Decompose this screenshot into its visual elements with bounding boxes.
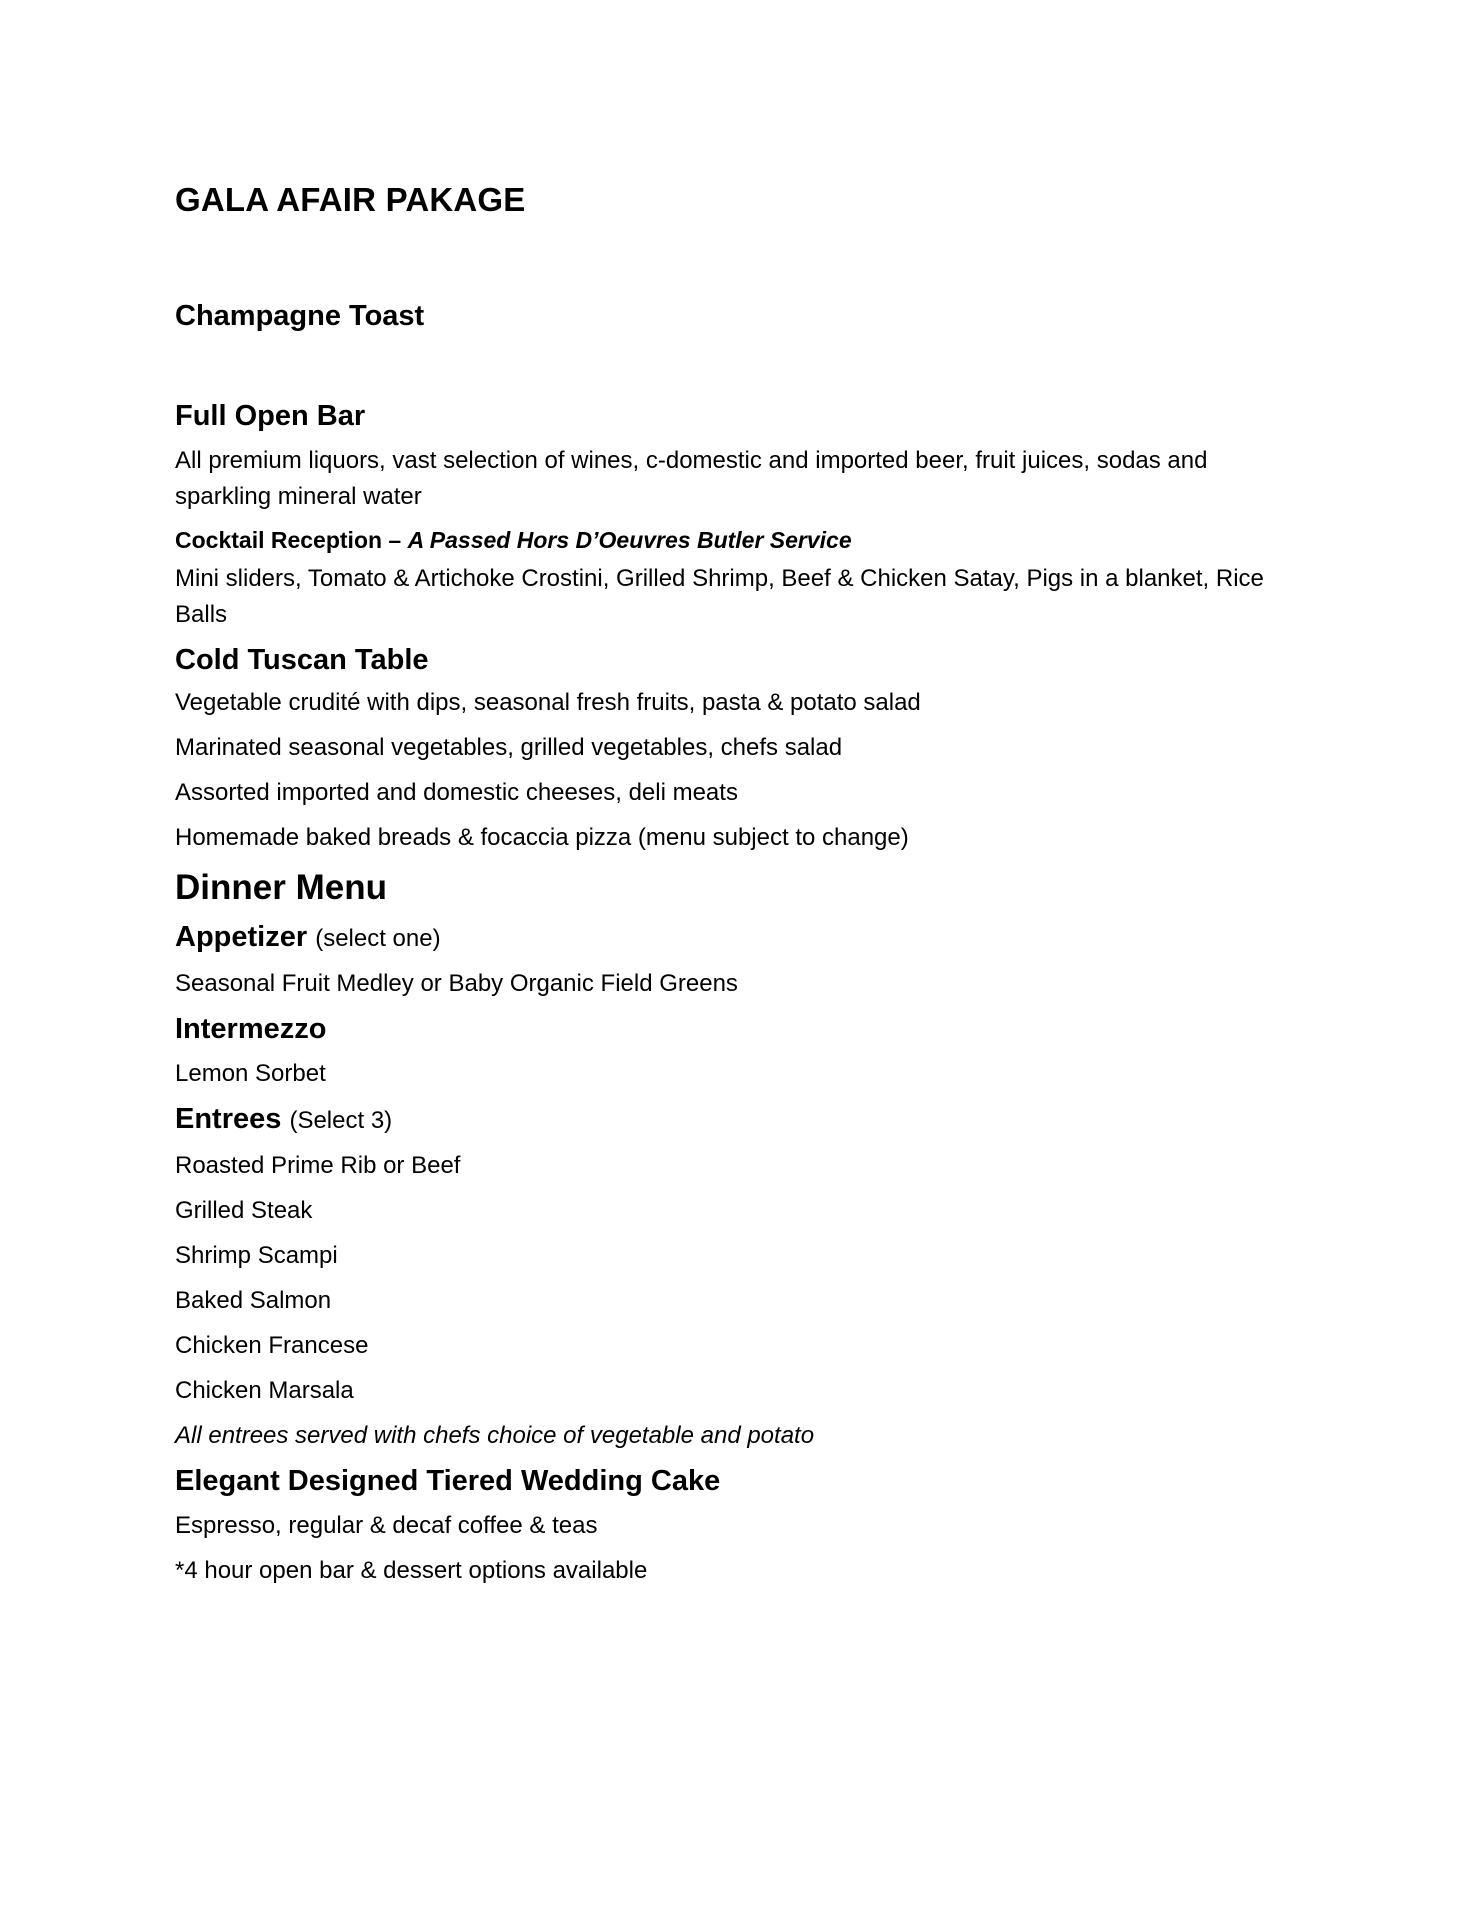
- entree-item: Grilled Steak: [175, 1197, 313, 1224]
- entree-item: Chicken Francese: [175, 1332, 369, 1359]
- tuscan-line: Vegetable crudité with dips, seasonal fresh fruits, pasta & potato salad: [175, 689, 921, 716]
- cocktail-label: Cocktail Reception –: [175, 527, 408, 553]
- entree-item: Chicken Marsala: [175, 1377, 354, 1404]
- appetizer-text: Seasonal Fruit Medley or Baby Organic Field Greens: [175, 970, 738, 997]
- coffee-text: Espresso, regular & decaf coffee & teas: [175, 1512, 598, 1539]
- entree-item: Roasted Prime Rib or Beef: [175, 1152, 461, 1179]
- package-title: GALA AFAIR PAKAGE: [175, 181, 526, 218]
- intermezzo-heading: Intermezzo: [175, 1013, 327, 1045]
- appetizer-note: (select one): [315, 925, 441, 952]
- cake-heading: Elegant Designed Tiered Wedding Cake: [175, 1465, 721, 1497]
- entree-item: Baked Salmon: [175, 1287, 332, 1314]
- champagne-heading: Champagne Toast: [175, 300, 425, 332]
- cocktail-items: Mini sliders, Tomato & Artichoke Crostini, Grilled Shrimp, Beef & Chicken Satay, Pigs in a blanket, Rice Balls: [175, 565, 1264, 628]
- appetizer-heading-text: Appetizer: [175, 921, 308, 953]
- tuscan-line: Assorted imported and domestic cheeses, deli meats: [175, 779, 738, 806]
- menu-document: [175, 175, 1305, 1589]
- tuscan-line: Homemade baked breads & focaccia pizza (menu subject to change): [175, 824, 909, 851]
- tuscan-line: Marinated seasonal vegetables, grilled vegetables, chefs salad: [175, 734, 843, 761]
- cocktail-subtitle: A Passed Hors D’Oeuvres Butler Service: [407, 527, 852, 553]
- open-bar-description: All premium liquors, vast selection of wines, c-domestic and imported beer, fruit juices, sodas and sparkling mineral water: [175, 447, 1208, 510]
- entrees-heading-text: Entrees: [175, 1103, 282, 1135]
- open-bar-heading: Full Open Bar: [175, 400, 366, 432]
- cocktail-reception: [175, 523, 1305, 557]
- intermezzo-text: Lemon Sorbet: [175, 1060, 326, 1087]
- entrees-note: (Select 3): [289, 1107, 393, 1134]
- entrees-heading: [175, 1098, 1305, 1142]
- appetizer-heading: [175, 916, 1305, 960]
- entrees-footnote: All entrees served with chefs choice of vegetable and potato: [175, 1422, 815, 1449]
- tuscan-heading: Cold Tuscan Table: [175, 644, 429, 676]
- dinner-menu-heading: Dinner Menu: [175, 868, 387, 907]
- entree-item: Shrimp Scampi: [175, 1242, 338, 1269]
- options-text: *4 hour open bar & dessert options available: [175, 1557, 648, 1584]
